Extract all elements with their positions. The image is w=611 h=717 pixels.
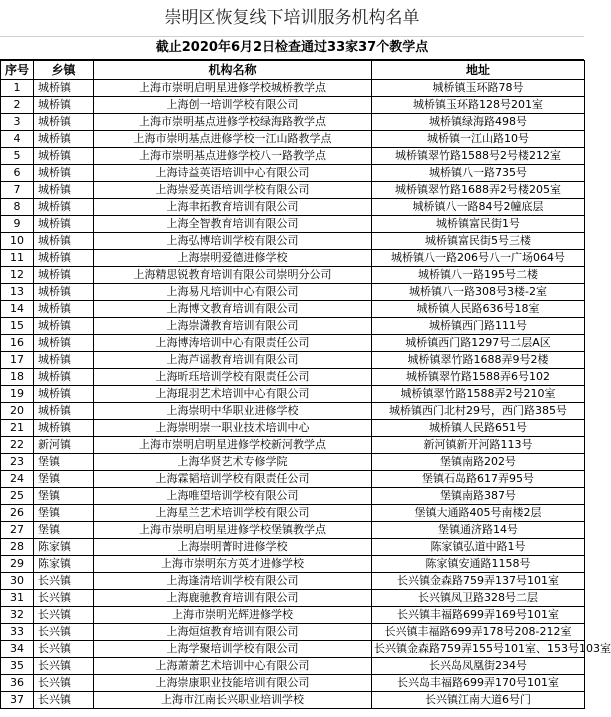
row-institution-name: 上海萧萧艺术培训中心有限公司 bbox=[94, 658, 372, 675]
row-town: 长兴镇 bbox=[34, 573, 94, 590]
row-address: 长兴镇金森路759弄137号101室 bbox=[372, 573, 585, 590]
row-index: 1 bbox=[1, 80, 34, 97]
row-index: 8 bbox=[1, 199, 34, 216]
row-town: 城桥镇 bbox=[34, 267, 94, 284]
row-institution-name: 上海崇康职业技能培训有限公司 bbox=[94, 675, 372, 692]
row-town: 城桥镇 bbox=[34, 369, 94, 386]
table-row bbox=[1, 301, 585, 318]
row-address: 城桥镇八一路84号2幢底层 bbox=[372, 199, 585, 216]
header-institution-name: 机构名称 bbox=[94, 61, 372, 80]
row-institution-name: 上海市崇明启明星进修学校堡镇教学点 bbox=[94, 522, 372, 539]
row-institution-name: 上海崇明崇一职业技术培训中心 bbox=[94, 420, 372, 437]
table-row bbox=[1, 539, 585, 556]
row-index: 15 bbox=[1, 318, 34, 335]
table-row bbox=[1, 505, 585, 522]
table-row bbox=[1, 80, 585, 97]
table-row bbox=[1, 454, 585, 471]
row-town: 堡镇 bbox=[34, 471, 94, 488]
page-title: 崇明区恢复线下培训服务机构名单 bbox=[0, 0, 584, 37]
table-row bbox=[1, 284, 585, 301]
row-address: 长兴岛凤凰街234号 bbox=[372, 658, 585, 675]
table-row bbox=[1, 267, 585, 284]
row-town: 长兴镇 bbox=[34, 607, 94, 624]
row-address: 陈家镇安通路1158号 bbox=[372, 556, 585, 573]
table-header-row bbox=[1, 61, 585, 80]
row-town: 城桥镇 bbox=[34, 182, 94, 199]
row-institution-name: 上海聿拓教育培训有限公司 bbox=[94, 199, 372, 216]
row-address: 城桥镇玉环路128号201室 bbox=[372, 97, 585, 114]
row-town: 城桥镇 bbox=[34, 335, 94, 352]
table-row bbox=[1, 199, 585, 216]
header-index: 序号 bbox=[1, 61, 34, 80]
row-index: 18 bbox=[1, 369, 34, 386]
row-institution-name: 上海崇潇教育培训有限公司 bbox=[94, 318, 372, 335]
table-row bbox=[1, 573, 585, 590]
row-institution-name: 上海鹿驰教育培训有限公司 bbox=[94, 590, 372, 607]
row-town: 堡镇 bbox=[34, 488, 94, 505]
row-institution-name: 上海市崇明基点进修学校八一路教学点 bbox=[94, 148, 372, 165]
table-body bbox=[1, 80, 611, 709]
row-institution-name: 上海昕珏培训学校有限责任公司 bbox=[94, 369, 372, 386]
row-town: 陈家镇 bbox=[34, 556, 94, 573]
row-town: 城桥镇 bbox=[34, 284, 94, 301]
row-town: 城桥镇 bbox=[34, 301, 94, 318]
row-address: 堡镇石岛路617弄95号 bbox=[372, 471, 585, 488]
row-index: 23 bbox=[1, 454, 34, 471]
row-institution-name: 上海市崇明基点进修学校绿海路教学点 bbox=[94, 114, 372, 131]
row-institution-name: 上海星兰艺术培训学校有限公司 bbox=[94, 505, 372, 522]
row-town: 城桥镇 bbox=[34, 199, 94, 216]
table-row bbox=[1, 250, 585, 267]
row-address: 城桥镇玉环路78号 bbox=[372, 80, 585, 97]
table-row bbox=[1, 658, 585, 675]
row-index: 12 bbox=[1, 267, 34, 284]
row-index: 11 bbox=[1, 250, 34, 267]
row-index: 7 bbox=[1, 182, 34, 199]
row-institution-name: 上海崇明中华职业进修学校 bbox=[94, 403, 372, 420]
row-institution-name: 上海华贤艺术专修学院 bbox=[94, 454, 372, 471]
row-index: 25 bbox=[1, 488, 34, 505]
row-institution-name: 上海诗益英语培训中心有限公司 bbox=[94, 165, 372, 182]
row-index: 13 bbox=[1, 284, 34, 301]
row-town: 新河镇 bbox=[34, 437, 94, 454]
table-row bbox=[1, 607, 585, 624]
row-town: 城桥镇 bbox=[34, 131, 94, 148]
row-address: 长兴镇江南大道6号门 bbox=[372, 692, 585, 709]
row-town: 城桥镇 bbox=[34, 420, 94, 437]
row-institution-name: 上海市江南长兴职业培训学校 bbox=[94, 692, 372, 709]
row-index: 4 bbox=[1, 131, 34, 148]
table-row bbox=[1, 182, 585, 199]
row-address: 城桥镇富民街1号 bbox=[372, 216, 585, 233]
row-town: 城桥镇 bbox=[34, 386, 94, 403]
table-row bbox=[1, 590, 585, 607]
row-index: 17 bbox=[1, 352, 34, 369]
row-institution-name: 上海市崇明启明星进修学校新河教学点 bbox=[94, 437, 372, 454]
row-town: 城桥镇 bbox=[34, 114, 94, 131]
table-row bbox=[1, 369, 585, 386]
row-institution-name: 上海全智教育培训有限公司 bbox=[94, 216, 372, 233]
row-institution-name: 上海弘博培训学校有限公司 bbox=[94, 233, 372, 250]
table-row bbox=[1, 233, 585, 250]
row-institution-name: 上海琨羽艺术培训中心有限公司 bbox=[94, 386, 372, 403]
row-institution-name: 上海精思锐教育培训有限公司崇明分公司 bbox=[94, 267, 372, 284]
row-town: 城桥镇 bbox=[34, 352, 94, 369]
row-address: 城桥镇西门北村29号，西门路385号 bbox=[372, 403, 585, 420]
row-town: 长兴镇 bbox=[34, 590, 94, 607]
row-index: 35 bbox=[1, 658, 34, 675]
table-row bbox=[1, 335, 585, 352]
table-row bbox=[1, 148, 585, 165]
institution-table bbox=[0, 60, 611, 709]
table-row bbox=[1, 403, 585, 420]
row-address: 城桥镇人民路651号 bbox=[372, 420, 585, 437]
row-institution-name: 上海博涛培训中心有限责任公司 bbox=[94, 335, 372, 352]
table-row bbox=[1, 97, 585, 114]
row-index: 10 bbox=[1, 233, 34, 250]
row-town: 城桥镇 bbox=[34, 216, 94, 233]
row-address: 堡镇通济路14号 bbox=[372, 522, 585, 539]
row-address: 陈家镇弘道中路1号 bbox=[372, 539, 585, 556]
row-town: 长兴镇 bbox=[34, 658, 94, 675]
row-town: 长兴镇 bbox=[34, 624, 94, 641]
row-address: 堡镇南路202号 bbox=[372, 454, 585, 471]
row-address: 城桥镇翠竹路1688弄9号2楼 bbox=[372, 352, 585, 369]
row-address: 城桥镇西门路1297号二层A区 bbox=[372, 335, 585, 352]
row-address: 城桥镇翠竹路1688弄2号楼205室 bbox=[372, 182, 585, 199]
row-town: 长兴镇 bbox=[34, 641, 94, 658]
row-address: 长兴镇丰福路699弄169号101室 bbox=[372, 607, 585, 624]
row-institution-name: 上海创一培训学校有限公司 bbox=[94, 97, 372, 114]
row-address: 城桥镇翠竹路1588弄6号102 bbox=[372, 369, 585, 386]
row-town: 城桥镇 bbox=[34, 80, 94, 97]
row-index: 16 bbox=[1, 335, 34, 352]
row-index: 24 bbox=[1, 471, 34, 488]
table-row bbox=[1, 114, 585, 131]
row-address: 城桥镇富民街5号三楼 bbox=[372, 233, 585, 250]
row-institution-name: 上海易凡培训中心有限公司 bbox=[94, 284, 372, 301]
row-institution-name: 上海崇明菁时进修学校 bbox=[94, 539, 372, 556]
row-index: 2 bbox=[1, 97, 34, 114]
table-row bbox=[1, 386, 585, 403]
row-index: 32 bbox=[1, 607, 34, 624]
table-row bbox=[1, 488, 585, 505]
row-institution-name: 上海市崇明基点进修学校一江山路教学点 bbox=[94, 131, 372, 148]
row-address: 长兴岛丰福路699弄170号101室 bbox=[372, 675, 585, 692]
row-index: 27 bbox=[1, 522, 34, 539]
row-index: 29 bbox=[1, 556, 34, 573]
table-row bbox=[1, 692, 585, 709]
row-town: 城桥镇 bbox=[34, 233, 94, 250]
row-index: 26 bbox=[1, 505, 34, 522]
row-address: 堡镇南路387号 bbox=[372, 488, 585, 505]
table-row bbox=[1, 675, 585, 692]
table-row bbox=[1, 437, 585, 454]
row-index: 31 bbox=[1, 590, 34, 607]
row-address: 长兴镇凤卫路328号二层 bbox=[372, 590, 585, 607]
row-address: 城桥镇绿海路498号 bbox=[372, 114, 585, 131]
row-address: 长兴镇丰福路699弄178号208-212室 bbox=[372, 624, 585, 641]
row-institution-name: 上海学聚培训学校有限公司 bbox=[94, 641, 372, 658]
table-row bbox=[1, 471, 585, 488]
row-address: 城桥镇一江山路10号 bbox=[372, 131, 585, 148]
row-institution-name: 上海博文教育培训有限公司 bbox=[94, 301, 372, 318]
row-town: 城桥镇 bbox=[34, 148, 94, 165]
row-address: 城桥镇翠竹路1588号2号楼212室 bbox=[372, 148, 585, 165]
row-institution-name: 上海市崇明东方英才进修学校 bbox=[94, 556, 372, 573]
row-address: 城桥镇翠竹路1588弄2号210室 bbox=[372, 386, 585, 403]
row-institution-name: 上海市崇明启明星进修学校城桥教学点 bbox=[94, 80, 372, 97]
row-address: 新河镇新开河路113号 bbox=[372, 437, 585, 454]
row-index: 6 bbox=[1, 165, 34, 182]
row-index: 36 bbox=[1, 675, 34, 692]
table-row bbox=[1, 624, 585, 641]
row-institution-name: 上海崇爱英语培训学校有限公司 bbox=[94, 182, 372, 199]
row-town: 城桥镇 bbox=[34, 97, 94, 114]
row-town: 堡镇 bbox=[34, 454, 94, 471]
row-index: 33 bbox=[1, 624, 34, 641]
row-town: 长兴镇 bbox=[34, 692, 94, 709]
row-town: 陈家镇 bbox=[34, 539, 94, 556]
row-institution-name: 上海烜煊教育培训有限公司 bbox=[94, 624, 372, 641]
table-row bbox=[1, 420, 585, 437]
row-index: 22 bbox=[1, 437, 34, 454]
row-town: 堡镇 bbox=[34, 505, 94, 522]
table-row bbox=[1, 352, 585, 369]
table-row bbox=[1, 318, 585, 335]
row-index: 34 bbox=[1, 641, 34, 658]
row-town: 城桥镇 bbox=[34, 165, 94, 182]
header-town: 乡镇 bbox=[34, 61, 94, 80]
row-index: 9 bbox=[1, 216, 34, 233]
row-address: 长兴镇金森路759弄155号101室、153号103室 bbox=[372, 641, 585, 658]
row-index: 37 bbox=[1, 692, 34, 709]
row-address: 城桥镇八一路206号八一广场064号 bbox=[372, 250, 585, 267]
table-row bbox=[1, 522, 585, 539]
row-institution-name: 上海唯望培训学校有限公司 bbox=[94, 488, 372, 505]
row-index: 28 bbox=[1, 539, 34, 556]
row-institution-name: 上海逢清培训学校有限公司 bbox=[94, 573, 372, 590]
table-row bbox=[1, 641, 585, 658]
table-row bbox=[1, 556, 585, 573]
row-address: 城桥镇八一路195号二楼 bbox=[372, 267, 585, 284]
row-index: 14 bbox=[1, 301, 34, 318]
row-town: 城桥镇 bbox=[34, 318, 94, 335]
page-subtitle: 截止2020年6月2日检查通过33家37个教学点 bbox=[0, 37, 584, 60]
row-index: 30 bbox=[1, 573, 34, 590]
row-index: 5 bbox=[1, 148, 34, 165]
row-index: 20 bbox=[1, 403, 34, 420]
table-row bbox=[1, 165, 585, 182]
row-index: 3 bbox=[1, 114, 34, 131]
row-town: 长兴镇 bbox=[34, 675, 94, 692]
table-row bbox=[1, 216, 585, 233]
row-address: 城桥镇西门路111号 bbox=[372, 318, 585, 335]
row-town: 城桥镇 bbox=[34, 403, 94, 420]
row-address: 城桥镇八一路308号3楼-2室 bbox=[372, 284, 585, 301]
table-row bbox=[1, 131, 585, 148]
row-institution-name: 上海芦谣教育培训有限公司 bbox=[94, 352, 372, 369]
row-index: 21 bbox=[1, 420, 34, 437]
row-institution-name: 上海霖韬培训学校有限责任公司 bbox=[94, 471, 372, 488]
row-institution-name: 上海崇明爱德进修学校 bbox=[94, 250, 372, 267]
row-address: 堡镇大通路405号南楼2层 bbox=[372, 505, 585, 522]
row-town: 堡镇 bbox=[34, 522, 94, 539]
row-town: 城桥镇 bbox=[34, 250, 94, 267]
row-address: 城桥镇人民路636号18室 bbox=[372, 301, 585, 318]
row-index: 19 bbox=[1, 386, 34, 403]
row-address: 城桥镇八一路735号 bbox=[372, 165, 585, 182]
header-address: 地址 bbox=[372, 61, 585, 80]
row-institution-name: 上海市崇明光辉进修学校 bbox=[94, 607, 372, 624]
